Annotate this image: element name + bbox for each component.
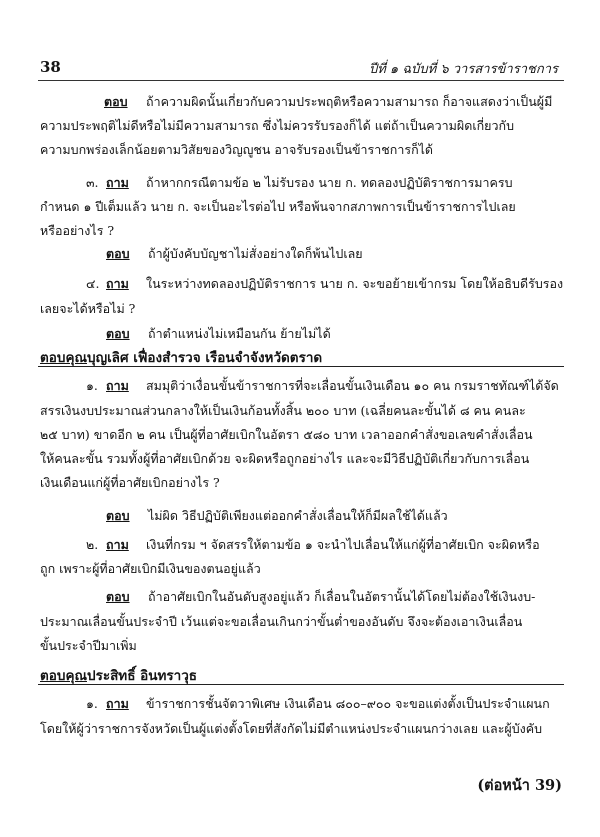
line-text: เลยจะได้หรือไม่ ?	[40, 301, 136, 316]
question-label: ถาม	[106, 537, 129, 552]
body-line	[0, 173, 600, 193]
question-number: ๓.	[86, 175, 99, 190]
line-text: โดยให้ผู้ว่าราชการจังหวัดเป็นผู้แต่งตั้งโดยที่สังกัดไม่มีตำแหน่งประจำแผนกว่างเลย และผู้บังคับ	[40, 721, 543, 736]
body-line	[0, 197, 600, 217]
body-line	[0, 636, 600, 656]
body-line	[0, 535, 600, 555]
answer-label: ตอบ	[106, 508, 130, 523]
line-text: ข้าราชการชั้นจัตวาพิเศษ เงินเดือน ๘๐๐–๙๐๐ จะขอแต่งตั้งเป็นประจำแผนก	[146, 696, 550, 711]
section-rule	[38, 366, 564, 367]
body-line	[0, 559, 600, 579]
body-line	[0, 694, 600, 714]
question-label: ถาม	[106, 378, 129, 393]
body-line	[0, 299, 600, 319]
header-rule	[38, 80, 564, 81]
line-text: ถ้าตำแหน่งไม่เหมือนกัน ย้ายไม่ได้	[148, 326, 331, 341]
line-text: สมมุติว่าเงื่อนขั้นข้าราชการที่จะเลื่อนขั้นเงินเดือน ๑๐ คน กรมราชทัณฑ์ได้จัด	[146, 378, 559, 393]
publication-title: ปีที่ ๑ ฉบับที่ ๖ วารสารข้าราชการ	[368, 62, 558, 77]
line-text: ให้คนละขั้น รวมทั้งผู้ที่อาศัยเบิกด้วย จะผิดหรือถูกอย่างไร และจะมีวิธีปฏิบัติเกี่ยวกับการเลื่อน	[40, 451, 530, 466]
section-heading	[40, 664, 197, 686]
line-text: ถ้าความผิดนั้นเกี่ยวกับความประพฤติหรือความสามารถ ก็อาจแสดงว่าเป็นผู้มี	[146, 94, 553, 109]
question-number: ๒.	[86, 537, 99, 552]
line-text: ในระหว่างทดลองปฏิบัติราชการ นาย ก. จะขอย้ายเข้ากรม โดยให้อธิบดีรับรอง	[146, 276, 564, 291]
line-text: เงินที่กรม ฯ จัดสรรให้ตามข้อ ๑ จะนำไปเลื่อนให้แก่ผู้ที่อาศัยเบิก จะผิดหรือ	[146, 537, 540, 552]
line-text: ความบกพร่องเล็กน้อยตามวิสัยของวิญญูชน อาจรับรองเป็นข้าราชการก็ได้	[40, 142, 434, 157]
question-number: ๑.	[86, 696, 98, 711]
line-text: ถ้าผู้บังคับบัญชาไม่สั่งอย่างใดก็พ้นไปเลย	[148, 246, 363, 261]
section-rule	[38, 684, 564, 685]
section-name: บุญเลิศ เฟื่องสำรวจ เรือนจำจังหวัดตราด	[87, 350, 323, 366]
section-heading	[40, 346, 322, 368]
line-text: ความประพฤติไม่ดีหรือไม่มีความสามารถ ซึ่งไม่ควรรับรองก็ได้ แต่ถ้าเป็นความผิดเกี่ยวกับ	[40, 118, 515, 133]
body-line	[0, 116, 600, 136]
line-text: สรรเงินงบประมาณส่วนกลางให้เป็นเงินก้อนทั้งสิ้น ๒๐๐ บาท (เฉลี่ยคนละขั้นได้ ๘ คน คนละ	[40, 403, 526, 418]
answer-label: ตอบ	[104, 94, 128, 109]
line-text: หรืออย่างไร ?	[40, 223, 115, 238]
section-prefix: ตอบคุณ	[40, 350, 87, 366]
continued-note: (ต่อหน้า 39)	[477, 777, 562, 794]
line-text: ประมาณเลื่อนขั้นประจำปี เว้นแต่จะขอเลื่อนเกินกว่าขั้นต่ำของอันดับ จึงจะต้องเอาเงินเลื่อน	[40, 614, 523, 629]
body-line	[0, 506, 600, 526]
line-text: เงินเดือนแก่ผู้ที่อาศัยเบิกอย่างไร ?	[40, 475, 220, 490]
page-number: 38	[40, 58, 61, 76]
line-text: ถูก เพราะผู้ที่อาศัยเบิกมีเงินของตนอยู่แล้ว	[40, 561, 261, 576]
line-text: ถ้าอาศัยเบิกในอันดับสูงอยู่แล้ว ก็เลื่อนในอัตรานั้นได้โดยไม่ต้องใช้เงินงบ-	[148, 589, 536, 604]
body-line	[0, 140, 600, 160]
question-label: ถาม	[106, 696, 129, 711]
body-line	[0, 324, 600, 344]
question-label: ถาม	[106, 276, 129, 291]
question-number: ๑.	[86, 378, 98, 393]
body-line	[0, 449, 600, 469]
question-number: ๔.	[86, 276, 100, 291]
answer-label: ตอบ	[106, 326, 130, 341]
line-text: ถ้าหากกรณีตามข้อ ๒ ไม่รับรอง นาย ก. ทดลองปฏิบัติราชการมาครบ	[146, 175, 513, 190]
page-header	[0, 58, 600, 80]
question-label: ถาม	[106, 175, 129, 190]
body-line	[0, 473, 600, 493]
body-line	[0, 221, 600, 241]
body-line	[0, 719, 600, 739]
section-prefix: ตอบคุณ	[40, 668, 87, 684]
body-line	[0, 401, 600, 421]
section-name: ประสิทธิ์ อินทราวุธ	[87, 668, 198, 684]
body-line	[0, 274, 600, 294]
line-text: กำหนด ๑ ปีเต็มแล้ว นาย ก. จะเป็นอะไรต่อไป หรือพ้นจากสภาพการเป็นข้าราชการไปเลย	[40, 199, 516, 214]
line-text: ขั้นประจำปีมาเพิ่ม	[40, 638, 137, 653]
answer-label: ตอบ	[106, 246, 130, 261]
body-line	[0, 587, 600, 607]
line-text: ไม่ผิด วิธีปฏิบัติเพียงแต่ออกคำสั่งเลื่อนให้ก็มีผลใช้ได้แล้ว	[148, 508, 448, 523]
body-line	[0, 92, 600, 112]
answer-label: ตอบ	[106, 589, 130, 604]
body-line	[0, 244, 600, 264]
body-line	[0, 376, 600, 396]
body-line	[0, 612, 600, 632]
body-line	[0, 425, 600, 445]
line-text: ๒๕ บาท) ขาดอีก ๒ คน เป็นผู้ที่อาศัยเบิกในอัตรา ๕๘๐ บาท เวลาออกคำสั่งขอเลขคำสั่งเลื่อน	[40, 427, 533, 442]
